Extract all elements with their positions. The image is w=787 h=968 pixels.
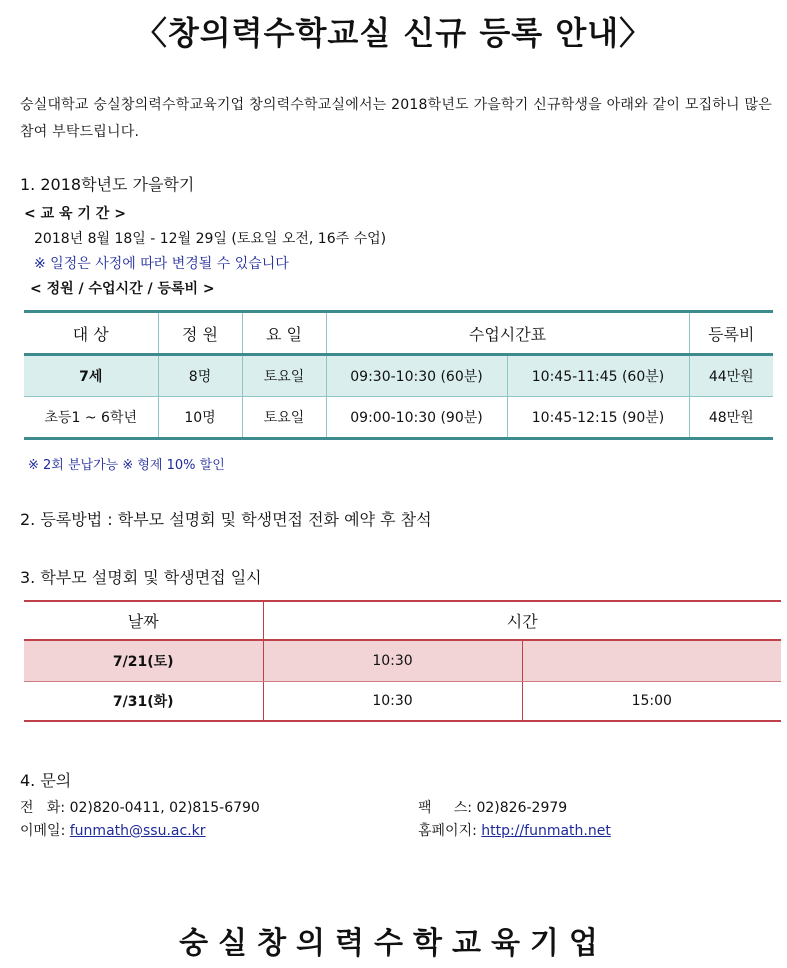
table-note: ※ 2회 분납가능 ※ 형제 10% 할인	[28, 458, 225, 473]
header-time: 시간	[263, 601, 781, 640]
cell-capacity: 8명	[158, 355, 242, 397]
contact-fax	[418, 797, 567, 817]
homepage-link[interactable]: http://funmath.net	[481, 823, 611, 839]
table-header-row	[24, 601, 781, 640]
header-timetable: 수업시간표	[326, 312, 689, 355]
header-date: 날짜	[24, 601, 263, 640]
table-row	[24, 397, 773, 439]
email-label: 이메일:	[20, 823, 66, 839]
fax-value: 02)826-2979	[476, 800, 568, 816]
period-note: ※ 일정은 사정에 따라 변경될 수 있습니다	[34, 256, 289, 272]
contact-homepage	[418, 820, 611, 840]
header-fee: 등록비	[689, 312, 773, 355]
cell-time-2: 15:00	[522, 682, 781, 722]
contact-phone	[20, 797, 260, 817]
email-link[interactable]: funmath@ssu.ac.kr	[69, 823, 206, 839]
cell-date: 7/21(토)	[24, 640, 263, 682]
class-schedule-table	[24, 310, 773, 440]
phone-value: 02)820-0411, 02)815-6790	[69, 800, 260, 816]
cell-time-2	[522, 640, 781, 682]
table-row	[24, 640, 781, 682]
intro-paragraph: 숭실대학교 숭실창의력수학교육기업 창의력수학교실에서는 2018학년도 가을학기 신규학생을 아래와 같이 모집하니 많은 참여 부탁드립니다.	[20, 97, 772, 140]
homepage-label: 홈페이지:	[418, 823, 477, 839]
table-header-row	[24, 312, 773, 355]
header-target: 대 상	[24, 312, 158, 355]
cell-time-1: 09:00-10:30 (90분)	[326, 397, 507, 439]
cell-target: 7세	[24, 355, 158, 397]
footer-organization: 숭실창의력수학교육기업	[179, 926, 608, 961]
cell-date: 7/31(화)	[24, 682, 263, 722]
cell-fee: 48만원	[689, 397, 773, 439]
table-row	[24, 355, 773, 397]
section-2-heading: 2. 등록방법 : 학부모 설명회 및 학생면접 전화 예약 후 참석	[20, 510, 432, 529]
cell-capacity: 10명	[158, 397, 242, 439]
table-row	[24, 682, 781, 722]
section-4-heading: 4. 문의	[20, 771, 72, 790]
contact-email	[20, 820, 206, 840]
page-title: 〈창의력수학교실 신규 등록 안내〉	[134, 14, 653, 52]
cell-day: 토요일	[242, 397, 326, 439]
cell-time-2: 10:45-11:45 (60분)	[507, 355, 689, 397]
header-capacity: 정 원	[158, 312, 242, 355]
cell-time-1: 10:30	[263, 682, 522, 722]
cell-time-1: 10:30	[263, 640, 522, 682]
phone-label: 전 화:	[20, 800, 66, 816]
period-label: < 교 육 기 간 >	[24, 206, 126, 222]
fax-label: 팩 스:	[418, 800, 473, 816]
cell-day: 토요일	[242, 355, 326, 397]
cell-time-2: 10:45-12:15 (90분)	[507, 397, 689, 439]
header-day: 요 일	[242, 312, 326, 355]
cell-target: 초등1 ~ 6학년	[24, 397, 158, 439]
section-1-heading: 1. 2018학년도 가을학기	[20, 175, 195, 194]
session-schedule-table	[24, 600, 781, 722]
section-3-heading: 3. 학부모 설명회 및 학생면접 일시	[20, 568, 262, 587]
table-label: < 정원 / 수업시간 / 등록비 >	[30, 281, 215, 297]
cell-fee: 44만원	[689, 355, 773, 397]
cell-time-1: 09:30-10:30 (60분)	[326, 355, 507, 397]
period-text: 2018년 8월 18일 - 12월 29일 (토요일 오전, 16주 수업)	[34, 231, 387, 247]
